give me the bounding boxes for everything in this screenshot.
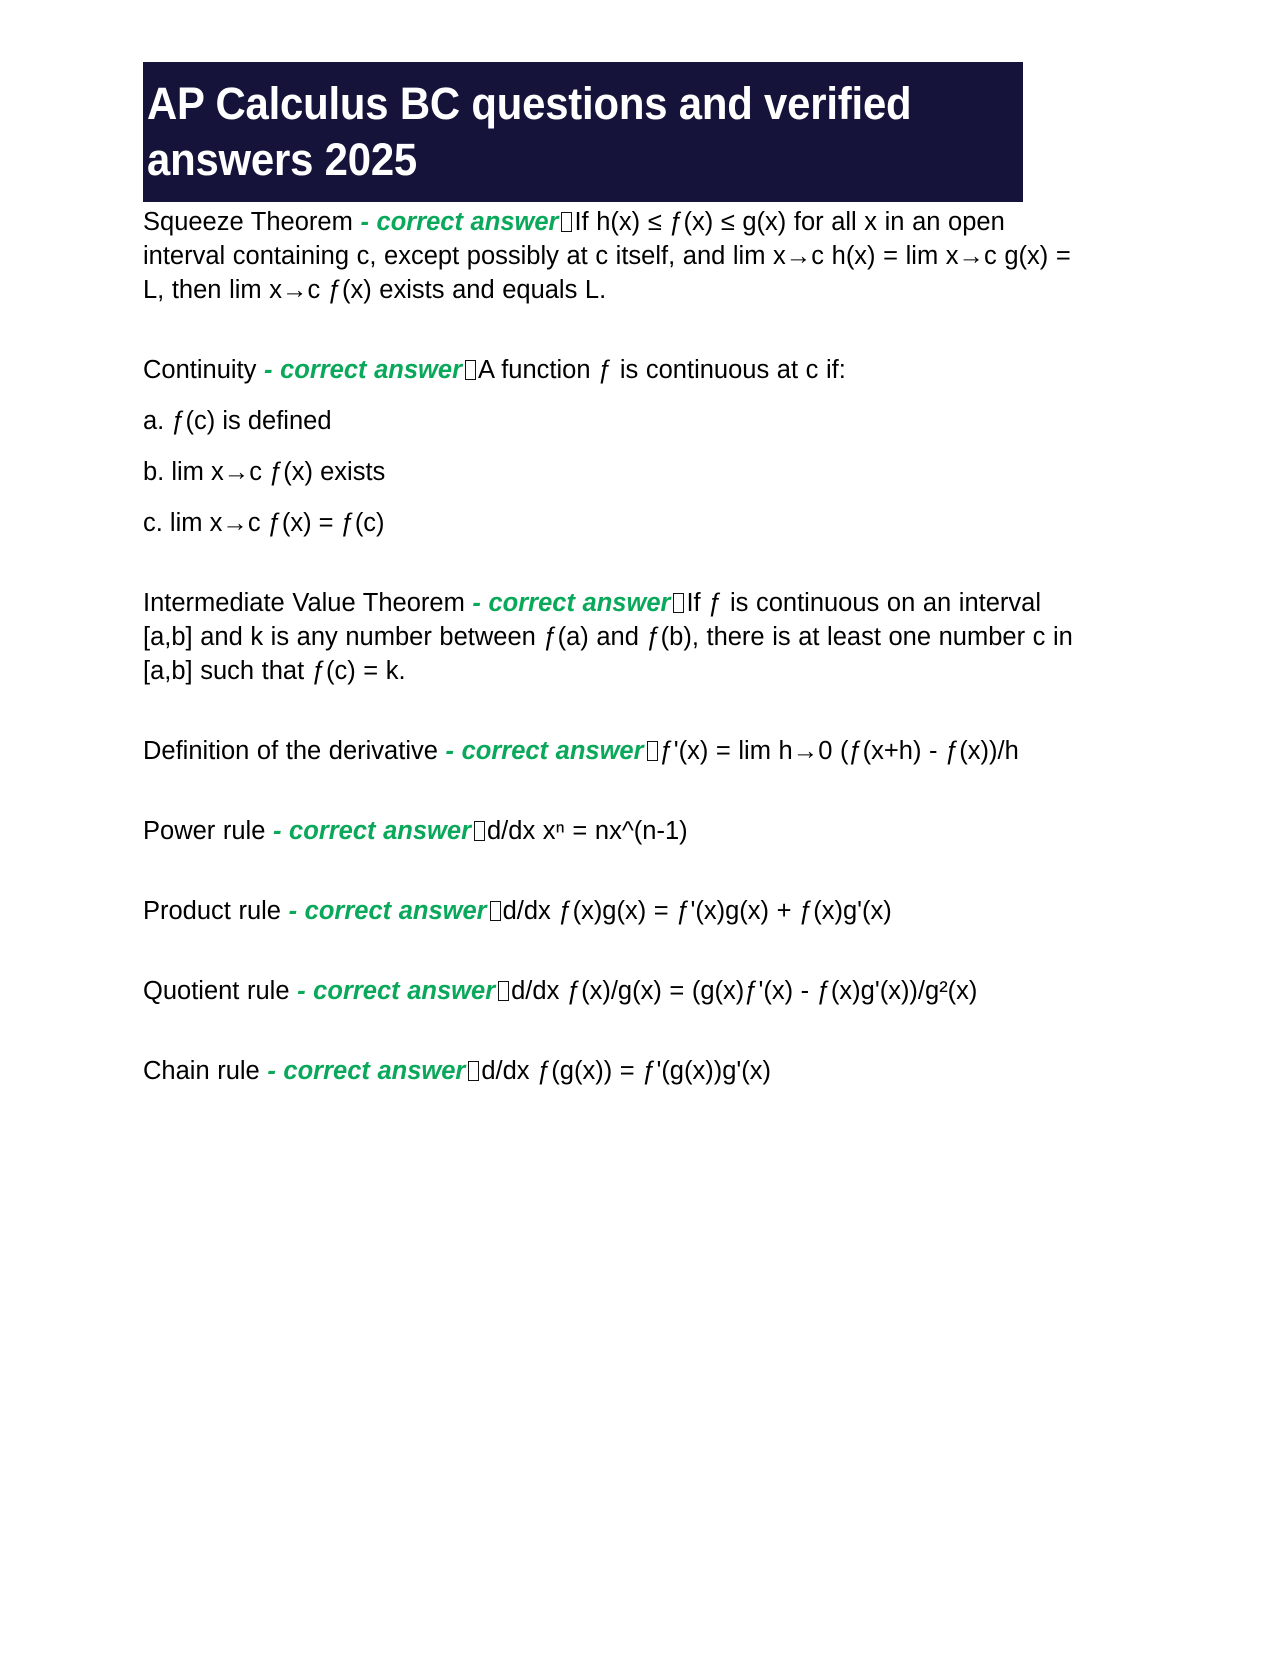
qa-term: Definition of the derivative xyxy=(143,737,438,765)
qa-answer-marker: - correct answer xyxy=(360,208,559,236)
qa-entry-line xyxy=(143,205,1088,307)
qa-answer-marker: - correct answer xyxy=(272,817,471,845)
missing-glyph-icon xyxy=(474,821,485,841)
missing-glyph-icon xyxy=(468,1061,479,1081)
missing-glyph-icon xyxy=(490,901,501,921)
qa-entry xyxy=(143,586,1088,688)
qa-sub-line: a. ƒ(c) is defined xyxy=(143,407,332,435)
qa-term: Quotient rule xyxy=(143,977,290,1005)
missing-glyph-icon xyxy=(561,212,572,232)
qa-entry xyxy=(143,734,1088,768)
qa-term: Continuity xyxy=(143,356,257,384)
qa-answer: d/dx xⁿ = nx^(n-1) xyxy=(487,817,688,845)
qa-term: Intermediate Value Theorem xyxy=(143,589,465,617)
qa-answer-marker: - correct answer xyxy=(267,1057,466,1085)
qa-sub-line: b. lim x→c ƒ(x) exists xyxy=(143,458,386,486)
page-title-line-2: answers 2025 xyxy=(147,134,418,185)
qa-entry-line xyxy=(143,586,1088,688)
missing-glyph-icon xyxy=(498,981,509,1001)
missing-glyph-icon xyxy=(647,741,658,761)
missing-glyph-icon xyxy=(465,360,476,380)
qa-term: Chain rule xyxy=(143,1057,260,1085)
qa-answer: A function ƒ is continuous at c if: xyxy=(478,356,846,384)
qa-entry xyxy=(143,205,1088,307)
qa-entry-line xyxy=(143,734,1088,768)
qa-answer-marker: - correct answer xyxy=(472,589,671,617)
qa-answer-marker: - correct answer xyxy=(264,356,463,384)
qa-entry-line xyxy=(143,974,1088,1008)
qa-entry xyxy=(143,353,1088,540)
qa-term: Squeeze Theorem xyxy=(143,208,353,236)
page-title-banner xyxy=(143,62,1023,202)
qa-entry-line xyxy=(143,353,1088,387)
qa-answer: If ƒ is continuous on an interval [a,b] and k is any number between ƒ(a) and ƒ(b), there is at least one number c in [a,b] such that ƒ(c) = k. xyxy=(143,589,1073,685)
qa-answer: d/dx ƒ(x)g(x) = ƒ'(x)g(x) + ƒ(x)g'(x) xyxy=(502,897,892,925)
qa-list xyxy=(143,205,1088,1134)
qa-sub-line: c. lim x→c ƒ(x) = ƒ(c) xyxy=(143,509,385,537)
qa-entry xyxy=(143,974,1088,1008)
qa-entry xyxy=(143,814,1088,848)
page-title-line-1: AP Calculus BC questions and verified xyxy=(147,78,912,129)
qa-entry-line xyxy=(143,814,1088,848)
qa-entry-line xyxy=(143,894,1088,928)
qa-entry xyxy=(143,894,1088,928)
qa-answer-marker: - correct answer xyxy=(288,897,487,925)
qa-term: Product rule xyxy=(143,897,281,925)
qa-answer: d/dx ƒ(g(x)) = ƒ'(g(x))g'(x) xyxy=(481,1057,772,1085)
qa-answer: ƒ'(x) = lim h→0 (ƒ(x+h) - ƒ(x))/h xyxy=(659,737,1019,765)
qa-answer: d/dx ƒ(x)/g(x) = (g(x)ƒ'(x) - ƒ(x)g'(x))/g²(x) xyxy=(511,977,978,1005)
qa-entry-line xyxy=(143,1054,1088,1088)
qa-answer-marker: - correct answer xyxy=(297,977,496,1005)
qa-answer-marker: - correct answer xyxy=(445,737,644,765)
missing-glyph-icon xyxy=(673,593,684,613)
qa-term: Power rule xyxy=(143,817,266,845)
qa-entry xyxy=(143,1054,1088,1088)
qa-answer: If h(x) ≤ ƒ(x) ≤ g(x) for all x in an open interval containing c, except possibly at c itself, and lim x→c h(x) = lim x→c g(x) = L, then lim x→c ƒ(x) exists and equals L. xyxy=(143,208,1071,304)
